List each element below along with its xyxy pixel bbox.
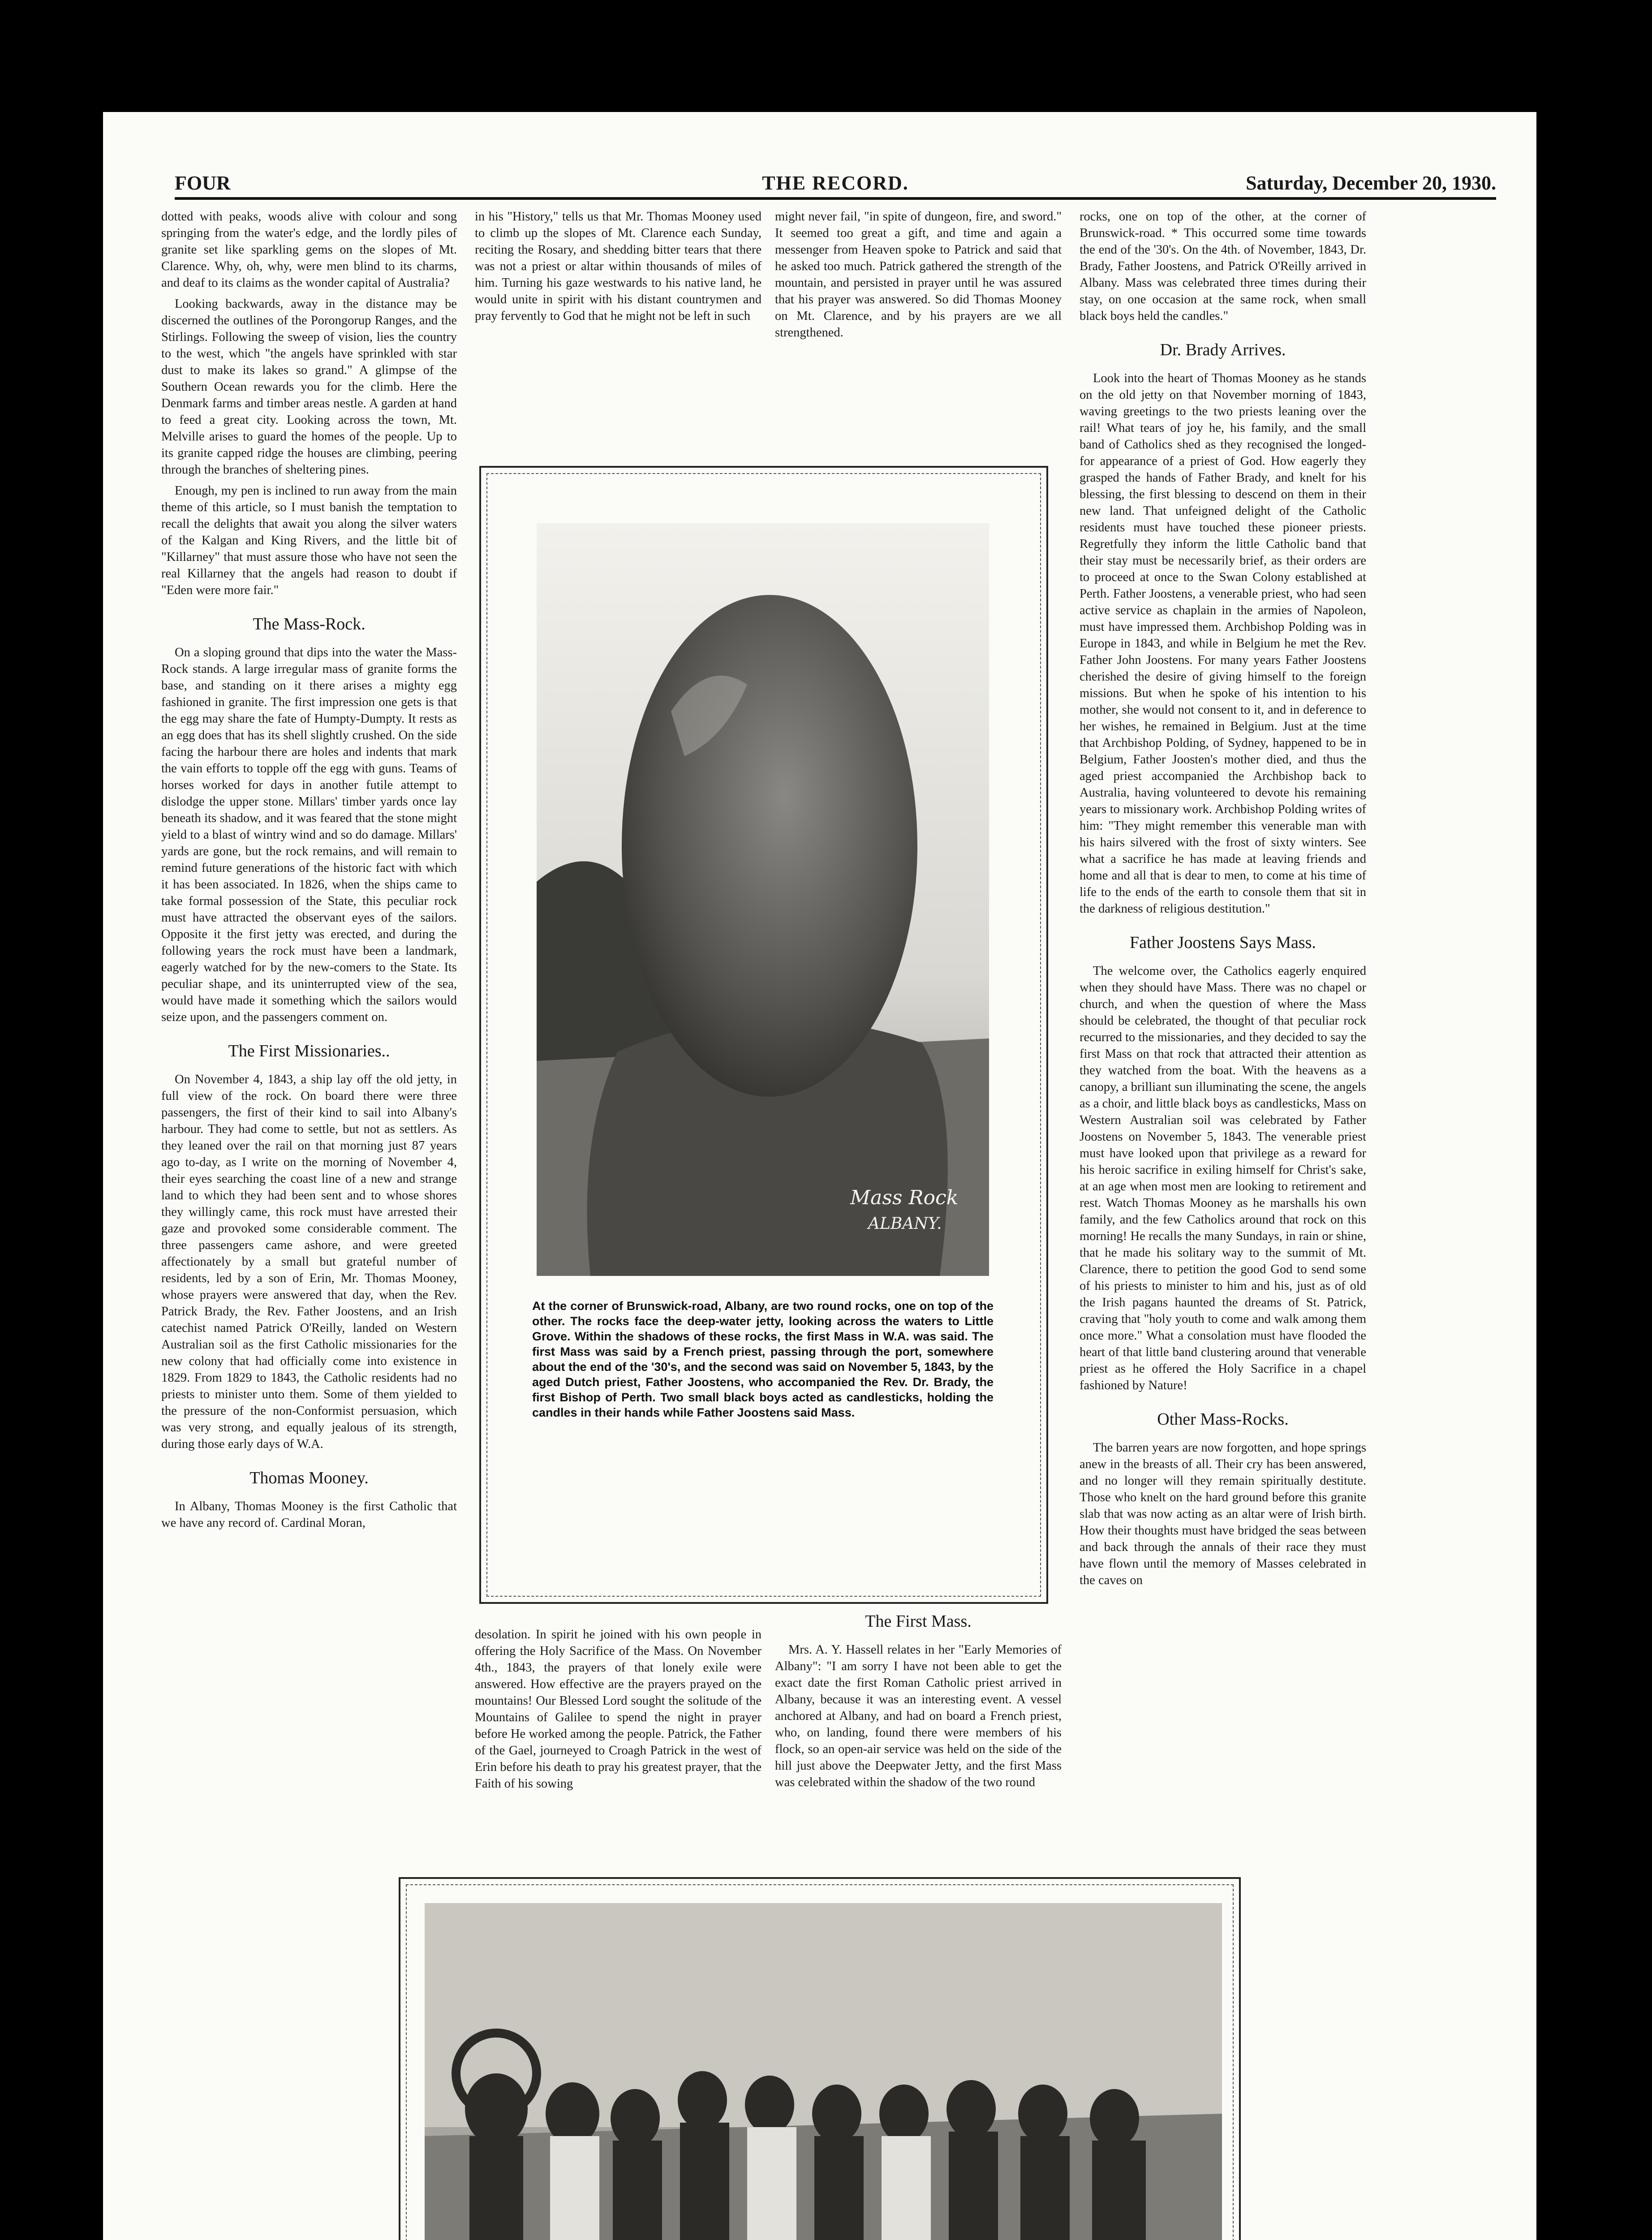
paragraph: dotted with peaks, woods alive with colour and song springing from the water's edge, and the lordly piles of granite set like sparkling gems on the slopes of Mt. Clarence. Why, oh, why, were men blind to its charms, and deaf to its claims as the wonder capital of Australia? [161,210,457,290]
column-2-mid [475,1626,761,1864]
section-heading: Other Mass-Rocks. [1157,1410,1289,1429]
masthead [175,166,1496,197]
column-3-top [775,208,1062,459]
paragraph: rocks, one on top of the other, at the corner of Brunswick-road. * This occurred some time towards the end of the '30's. On the 4th. of November, 1843, Dr. Brady, Father Joostens, and Patrick O'Reilly arrived in Albany. Mass was celebrated three times during their stay, on one occasion at the same rock, when small black boys held the candles." [1080,210,1366,323]
mass-rock-photo [537,523,989,1276]
egg-rock [622,595,917,1097]
paragraph: Mrs. A. Y. Hassell relates in her "Early Memories of Albany": "I am sorry I have not been able to get the exact date the first Roman Catholic priest arrived in Albany, because it was an interesting event. A vessel anchored at Albany, and had on board a French priest, who, on landing, found there were members of his flock, so an open-air service was held on the side of the hill just above the Deepwater Jetty, and the first Mass was celebrated within the shadow of the two round [775,1643,1062,1789]
frame-border [406,1884,1234,2240]
paragraph: Enough, my pen is inclined to run away from the main theme of this article, so I must banish the temptation to recall the delights that await you along the silver waters of the Kalgan and King Rivers, and the little bit of "Killarney" that must assure those who have not seen the real Killarney that the angels had reason to doubt if "Eden were more fair." [161,484,457,597]
paper-title: THE RECORD. [762,172,909,194]
column-3-mid [775,1608,1062,1864]
photo-inscription-2: ALBANY. [868,1215,942,1233]
rock-photo-caption: At the corner of Brunswick-road, Albany, are two round rocks, one on top of the other. The rocks face the deep-water jetty, looking across the waters to Little Grove. Within the shadows of these rocks, the first Mass in W.A. was said. The first Mass was said by a French priest, passing through the port, somewhere about the end of the '30's, and the second was said on November 5, 1843, by the aged Dutch priest, Father Joostens, who accompanied the Rev. Dr. Brady, the first Bishop of Perth. Two small black boys acted as candlesticks, holding the candles in their hands while Father Joostens said Mass. [532,1299,994,1419]
paragraph: Look into the heart of Thomas Mooney as he stands on the old jetty on that November morning of 1843, waving greetings to the two priests leaning over the rail! What tears of joy he, his family, and the small band of Catholics shed as they recognised the longed-for appearance of a priest of God. How eagerly they grasped the hands of Father Brady, and knelt for his blessing, the first blessing to descend on them in their new land. That unfeigned delight of the Catholic residents must have touched these pioneer priests. Regretfully they inform the little Catholic band that their stay must be necessarily brief, as their orders are to proceed at once to the Swan Colony established at Perth. Father Joostens, a venerable priest, who had seen active service as chaplain in the armies of Napoleon, must have impressed them. Archbishop Polding was in Europe in 1843, and while in Belgium he met the Rev. Father John Joostens. For many years Father Joostens cherished the desire of giving himself to the foreign missions. But when he spoke of his intention to his mother, she would not consent to it, and in deference to her wishes, he remained in Belgium. Just at the time that Archbishop Polding, of Sydney, happened to be in Belgium, Father Joosten's mother died, and thus the aged priest accompanied the Archbishop back to Australia, having volunteered to devote his remaining years to missionary work. Archbishop Polding writes of him: "They might remember this venerable man with his hairs silvered with the frost of sixty winters. See what a sacrifice he has made at leaving friends and home and all that is dear to men, to come at his time of life to the ends of the earth to console them that sit in the darkness of religious destitution." [1080,371,1366,916]
paragraph: in his "History," tells us that Mr. Thomas Mooney used to climb up the slopes of Mt. Clarence each Sunday, reciting the Rosary, and shedding bitter tears that there was not a priest or altar within thousands of miles of him. Turning his gaze westwards to his native land, he would unite in spirit with his distant countrymen and pray fervently to God that he might not be left in such [475,210,761,323]
section-heading: Father Joostens Says Mass. [1130,933,1316,952]
group-photo-frame [399,1877,1241,2240]
paragraph: Looking backwards, away in the distance may be discerned the outlines of the Porongorup Ranges, and the Stirlings. Following the sweep of vision, lies the country to the west, which "the angels have sprinkled with star dust to make its lakes so grand." A glimpse of the Southern Ocean rewards you for the climb. Here the Denmark farms and timber areas nestle. A garden at hand to feed a great city. Looking across the town, Mt. Melville arises to guard the homes of the people. Up to its granite capped ridge the houses are climbing, peering through the branches of sheltering pines. [161,297,457,477]
column-4 [1080,208,1366,1861]
section-heading: The First Missionaries.. [228,1042,390,1060]
page-number: FOUR [175,172,231,194]
paragraph: The barren years are now forgotten, and hope springs anew in the breasts of all. Their cry has been answered, and no longer will they remain spiritually destitute. Those who knelt on the hard ground before this granite slab that was now acting as an altar were of Irish birth. How their thoughts must have bridged the seas between and back through the annals of their race they must have flown until the memory of Masses celebrated in the caves on [1080,1441,1366,1587]
paragraph: might never fail, "in spite of dungeon, fire, and sword." It seemed too great a gift, and time and again a messenger from Heaven spoke to Patrick and said that he asked too much. Patrick gathered the strength of the mountain, and persisted in prayer until he was assured that his prayer was answered. So did Thomas Mooney on Mt. Clarence, and by his prayers are we all strengthened. [775,210,1062,340]
section-heading: Dr. Brady Arrives. [1160,340,1286,359]
photo-inscription-1: Mass Rock [850,1186,959,1209]
masthead-rule [175,197,1496,200]
frame-border [486,473,1041,1597]
mass-rock-image [537,523,989,1276]
paragraph: desolation. In spirit he joined with his own people in offering the Holy Sacrifice of the Mass. On November 4th., 1843, the prayers of that lonely exile were answered. How effective are the prayers prayed on the mountains! Our Blessed Lord sought the solitude of the Mountains of Galilee to spend the night in prayer before He worked among the people. Patrick, the Father of the Gael, journeyed to Croagh Patrick in the west of Erin before his death to pray his greatest prayer, that the Faith of his sowing [475,1628,761,1791]
column-2-top [475,208,761,459]
issue-date: Saturday, December 20, 1930. [1246,172,1496,194]
paragraph: The welcome over, the Catholics eagerly enquired when they should have Mass. There was no chapel or church, and when the question of where the Mass should be celebrated, the thought of that peculiar rock recurred to the missionaries, and they decided to say the first Mass on that rock that attracted their attention as they watched from the boat. With the heavens as a canopy, a brilliant sun illuminating the scene, the angels as a choir, and little black boys as candlesticks, Mass on Western Australian soil was celebrated by Father Joostens on November 5, 1843. The venerable priest must have looked upon that privilege as a reward for his heroic sacrifice in exiling himself for Christ's sake, at an age when most men are looking to retirement and rest. Watch Thomas Mooney as he marshalls his own family, and the few Catholics around that rock on this morning! He recalls the many Sundays, in rain or shine, that he made his solitary way to the summit of Mt. Clarence, there to petition the good God to send some of his priests to minister to him and his, just as of old the Irish pagans haunted the dreams of St. Patrick, craving that "holy youth to come and walk among them once more." What a consolation must have flooded the heart of that little band clustering around that venerable priest as he offered the Holy Sacrifice in a chapel fashioned by Nature! [1080,964,1366,1392]
newspaper-page [103,112,1536,2240]
section-heading: Thomas Mooney. [250,1469,369,1487]
paragraph: On a sloping ground that dips into the water the Mass-Rock stands. A large irregular mass of granite forms the base, and standing on it there arises a mighty egg fashioned in granite. The first impression one gets is that the egg may share the fate of Humpty-Dumpty. It rests as an egg does that has its shell slightly crushed. On the side facing the harbour there are holes and indents that mark the vain efforts to topple off the egg with guns. Teams of horses worked for days in another futile attempt to dislodge the upper stone. Millars' timber yards once lay beneath its shadow, and it was feared that the stone might yield to a blast of wintry wind and so do damage. Millars' yards are gone, but the rock remains, and will remain to remind future generations of the historic fact with which it has been associated. In 1826, when the ships came to take formal possession of the State, this peculiar rock must have attracted the observant eyes of the sailors. Opposite it the first jetty was erected, and during the following years the rock must have been a landmark, eagerly watched for by the new-comers to the State. Its peculiar shape, and its uninterrupted view of the sea, would have made it something which the sailors would seize upon, and the passengers comment on. [161,646,457,1024]
section-heading: The First Mass. [865,1612,972,1631]
rock-photo-frame [479,466,1048,1604]
aborigines-family-photo [425,1903,1222,2240]
paragraph: In Albany, Thomas Mooney is the first Catholic that we have any record of. Cardinal Moran, [161,1499,457,1530]
section-heading: The Mass-Rock. [253,615,366,633]
family-group-image [425,1903,1222,2240]
paragraph: On November 4, 1843, a ship lay off the old jetty, in full view of the rock. On board there were three passengers, the first of their kind to sail into Albany's harbour. They had come to settle, but not as settlers. As they leaned over the rail on that morning just 87 years ago to-day, as I write on the morning of November 4, their eyes searching the coast line of a new and strange land to which they had been sent and to whose shores they willingly came, this rock must have arrested their gaze and provoked some considerable comment. The three passengers came ashore, and were greeted affectionately by a small but grateful number of residents, led by a son of Erin, Mr. Thomas Mooney, whose prayers were answered that day, when the Rev. Patrick Brady, the Rev. Father Joostens, and an Irish catechist named Patrick O'Reilly, landed on Western Australian soil as the first Catholic missionaries for the new colony that had officially come into existence in 1829. From 1829 to 1843, the Catholic residents had no priests to minister unto them. Some of them yielded to the pressure of the non-Conformist persuasion, which was very strong, and equally jealous of its strength, during those early days of W.A. [161,1073,457,1451]
